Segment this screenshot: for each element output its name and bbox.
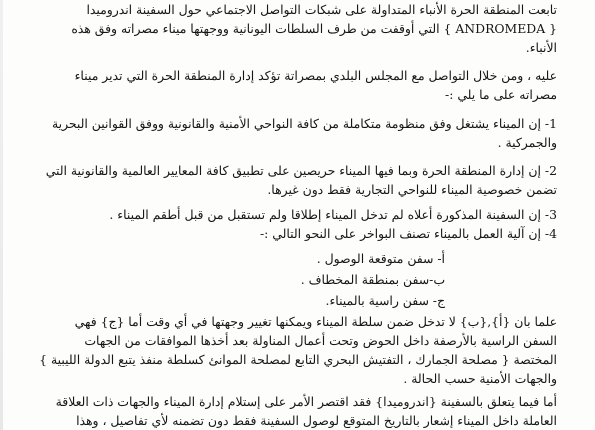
sublist-item-a: أ- سفن متوقعة الوصول . bbox=[316, 251, 445, 266]
paragraph-note-line-4: والجهات الأمنية حسب الحالة . bbox=[403, 371, 557, 386]
list-item-3: 3- إن السفينة المذكورة أعلاه لم تدخل الميناء إطلاقا ولم تستقبل من قبل أطقم الميناء . bbox=[109, 207, 557, 222]
paragraph-note-line-2: السفن الراسية بالأرصفة داخل الحوض وتحت أعمال المناولة بعد أخذها الموافقات من الجهات bbox=[84, 333, 557, 348]
paragraph-intro-line-3: الأنباء. bbox=[525, 40, 557, 55]
paragraph-confirm-line-2: مصراته على ما يلي :- bbox=[445, 87, 557, 102]
sublist-item-b: ب-سفن بمنطقة المخطاف . bbox=[300, 272, 445, 287]
paragraph-andromeda-line-2: العاملة داخل الميناء إشعار بالتاريخ المتوقع لوصول السفينة فقط دون تضمنه لأي تفاصيل ، وهذا bbox=[76, 413, 557, 428]
paragraph-note-line-3: المختصة { مصلحة الجمارك ، التفتيش البحري التابع لمصلحة الموانئ كسلطة منفذ يتبع الدولة الليبية } bbox=[39, 352, 557, 367]
paragraph-confirm-line-1: عليه ، ومن خلال التواصل مع المجلس البلدي بمصراتة تؤكد إدارة المنطقة الحرة التي تدير ميناء bbox=[74, 68, 557, 83]
list-item-2-line-2: تضمن خصوصية الميناء للنواحي التجارية فقط دون غيرها. bbox=[267, 182, 557, 197]
paragraph-intro-line-1: تابعت المنطقة الحرة الأنباء المتداولة على شبكات التواصل الاجتماعي حول السفينة اندروميدا bbox=[86, 2, 557, 17]
list-item-4: 4- إن آلية العمل بالميناء تصنف البواخر على النحو التالي :- bbox=[259, 226, 557, 241]
paragraph-intro-line-2: { ANDROMEDA } التي أوقفت من طرف السلطات اليونانية ووجهتها ميناء مصراته وفق هذه bbox=[71, 21, 557, 36]
scan-edge bbox=[0, 0, 3, 430]
list-item-2-line-1: 2- إن إدارة المنطقة الحرة وبما فيها الميناء حريصين على تطبيق كافة المعايير العالمية والقانونية التي bbox=[45, 163, 557, 178]
list-item-1-line-2: والجمركية . bbox=[497, 135, 557, 150]
paragraph-note-line-1: علما بان {أ},{ب} لا تدخل ضمن سلطة الميناء ويمكنها تغيير وجهتها في أي وقت أما {ج} فهي bbox=[74, 314, 557, 329]
paragraph-andromeda-line-1: أما فيما يتعلق بالسفينة {اندروميدا} فقد اقتصر الأمر على إستلام إدارة الميناء والجهات ذات العلاقة bbox=[55, 394, 557, 409]
sublist-item-c: ج- سفن راسية بالميناء. bbox=[325, 293, 445, 308]
list-item-1-line-1: 1- إن الميناء يشتغل وفق منظومة متكاملة من كافة النواحي الأمنية والقانونية ووفق القوانين البحرية bbox=[51, 116, 557, 131]
